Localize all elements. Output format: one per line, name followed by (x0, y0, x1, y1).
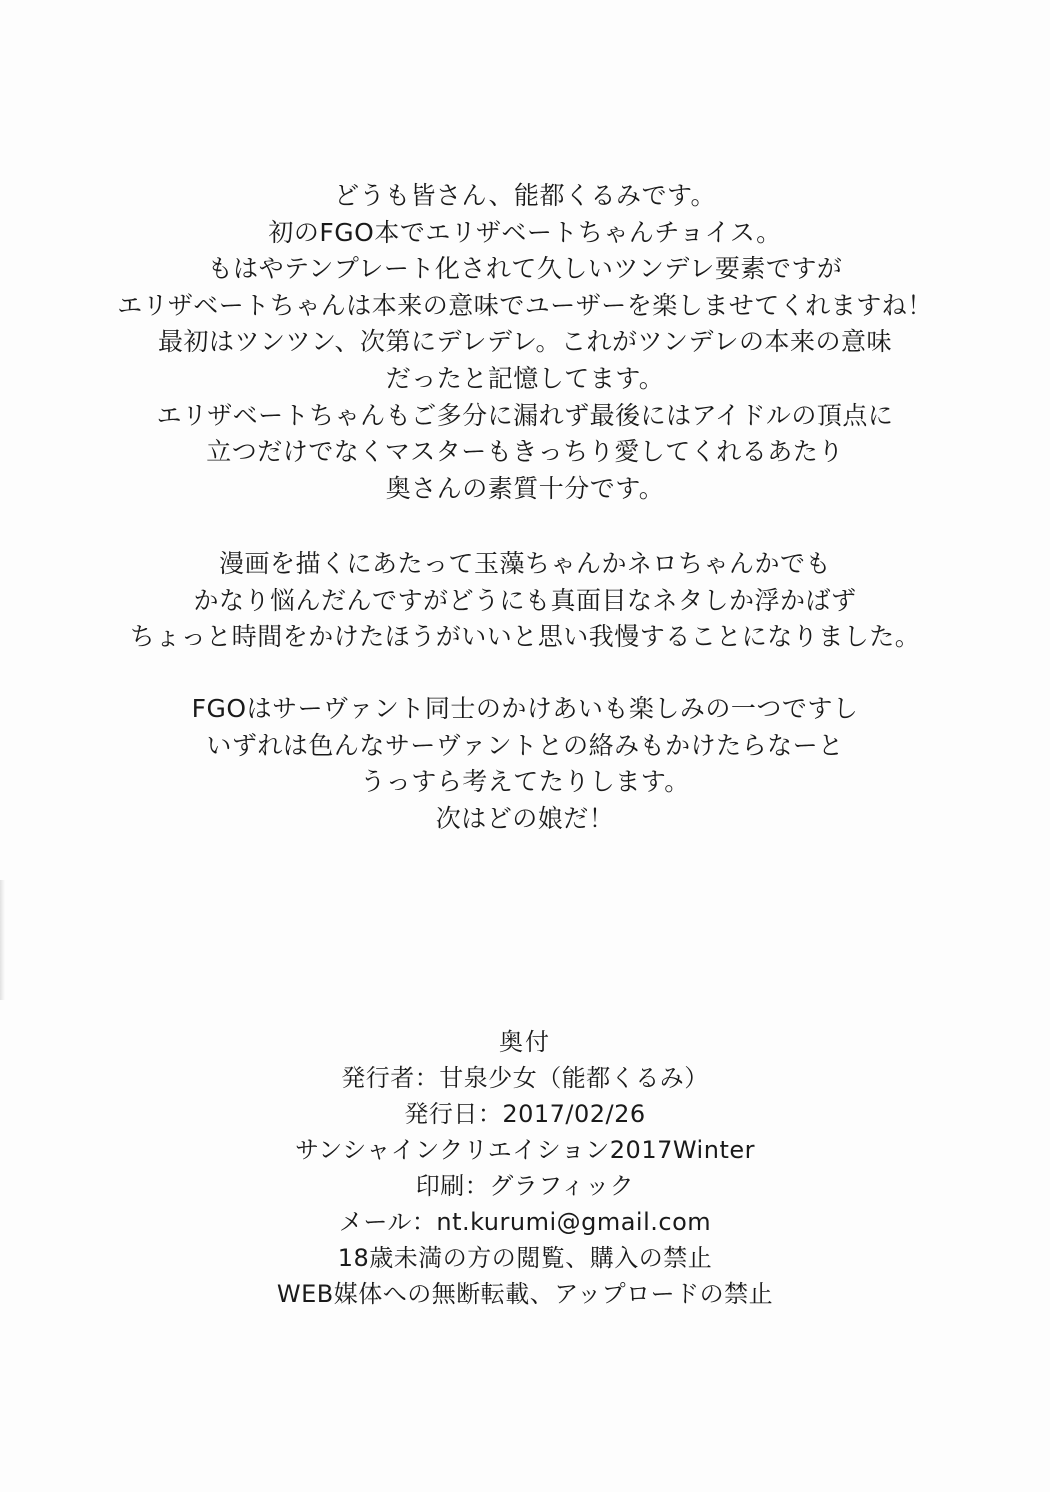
afterword-paragraph-2 (0, 546, 1050, 656)
colophon-event: サンシャインクリエイション2017Winter (295, 1136, 755, 1164)
text-line: だったと記憶してます。 (385, 363, 665, 393)
colophon-date: 発行日：2017/02/26 (404, 1100, 646, 1128)
text-line: FGOはサーヴァント同士のかけあいも楽しみの一つですし (191, 694, 859, 723)
scan-edge-shadow (0, 880, 5, 1000)
afterword-paragraph-3 (0, 691, 1050, 837)
text-line: もはやテンプレート化されて久しいツンデレ要素ですが (207, 254, 843, 284)
text-line: 漫画を描くにあたって玉藻ちゃんかネロちゃんかでも (218, 549, 831, 578)
colophon-publisher: 発行者：甘泉少女（能都くるみ） (341, 1064, 709, 1092)
text-line: いずれは色んなサーヴァントとの絡みもかけたらなーと (206, 730, 844, 760)
text-line: 立つだけでなくマスターもきっちり愛してくれるあたり (206, 437, 844, 467)
text-line: かなり悩んだんですがどうにも真面目なネタしか浮かばず (193, 585, 857, 615)
colophon (0, 1024, 1050, 1312)
colophon-email: メール：nt.kurumi@gmail.com (338, 1208, 712, 1236)
colophon-age-notice: 18歳未満の方の閲覧、購入の禁止 (337, 1244, 713, 1272)
text-line: エリザベートちゃんもご多分に漏れず最後にはアイドルの頂点に (156, 400, 894, 430)
text-line: 次はどの娘だ！ (435, 803, 615, 833)
text-line: エリザベートちゃんは本来の意味でユーザーを楽しませてくれますね！ (117, 290, 933, 320)
text-line: うっすら考えてたりします。 (360, 767, 690, 797)
text-line: 初のFGO本でエリザベートちゃんチョイス。 (268, 217, 782, 247)
text-line: 奥さんの素質十分です。 (385, 473, 665, 503)
afterword-paragraph-1 (0, 178, 1050, 507)
colophon-printer: 印刷：グラフィック (415, 1172, 635, 1200)
text-line: 最初はツンツン、次第にデレデレ。これがツンデレの本来の意味 (157, 327, 892, 357)
colophon-web-notice: WEB媒体への無断転載、アップロードの禁止 (276, 1280, 774, 1308)
colophon-title: 奥付 (499, 1028, 551, 1056)
text-line: ちょっと時間をかけたほうがいいと思い我慢することになりました。 (129, 622, 921, 652)
text-line: どうも皆さん、能都くるみです。 (333, 181, 716, 210)
